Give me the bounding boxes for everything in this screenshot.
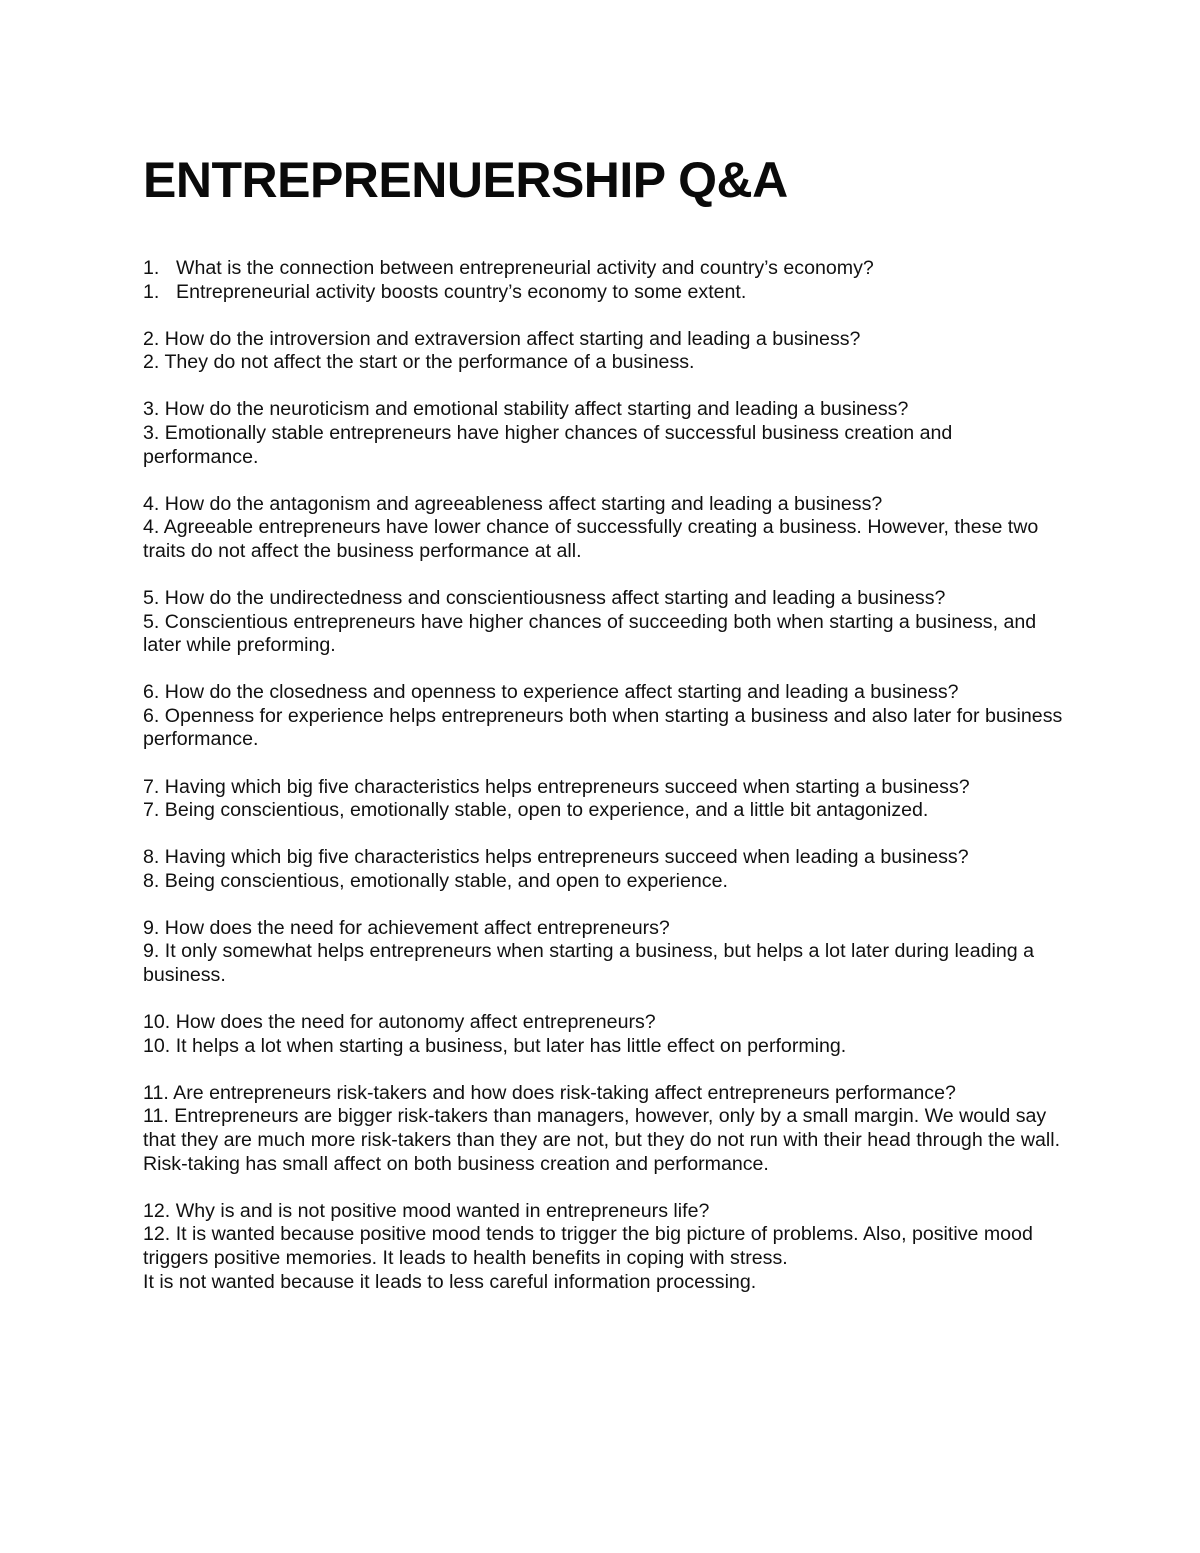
question-line bbox=[143, 1082, 1063, 1106]
question-text: Having which big five characteristics helps entrepreneurs succeed when starting a business? bbox=[164, 775, 970, 798]
answer-number: 12. bbox=[143, 1223, 171, 1246]
question-text: How do the closedness and openness to experience affect starting and leading a business? bbox=[164, 681, 959, 704]
answer-number: 11. bbox=[143, 1105, 169, 1128]
question-line bbox=[143, 493, 1063, 517]
question-number: 11. bbox=[143, 1081, 169, 1104]
question-number: 8. bbox=[143, 846, 160, 869]
qa-item bbox=[143, 398, 1063, 469]
answer-line bbox=[143, 1223, 1063, 1270]
question-line bbox=[143, 328, 1063, 352]
qa-item bbox=[143, 1082, 1063, 1176]
answer-text: Being conscientious, emotionally stable, and open to experience. bbox=[164, 869, 728, 892]
question-line bbox=[143, 1011, 1063, 1035]
qa-item bbox=[143, 1011, 1063, 1058]
question-number: 4. bbox=[143, 492, 160, 515]
qa-list bbox=[143, 257, 1063, 1294]
answer-text: Conscientious entrepreneurs have higher chances of succeeding both when starting a business, and later while preforming. bbox=[143, 610, 1037, 657]
question-number: 3. bbox=[143, 398, 160, 421]
qa-item bbox=[143, 1200, 1063, 1294]
answer-text: Entrepreneurs are bigger risk-takers than managers, however, only by a small margin. We would say that they are much more risk-takers than they are not, but they do not run with their head through the wall. Risk-taking has small affect on both business creation and performance. bbox=[143, 1105, 1061, 1175]
answer-text: Openness for experience helps entrepreneurs both when starting a business and also later for business performance. bbox=[143, 704, 1063, 751]
qa-item bbox=[143, 681, 1063, 752]
answer-number: 5. bbox=[143, 610, 160, 633]
question-text: Are entrepreneurs risk-takers and how does risk-taking affect entrepreneurs performance? bbox=[173, 1081, 956, 1104]
qa-item bbox=[143, 328, 1063, 375]
question-text: How do the undirectedness and conscientiousness affect starting and leading a business? bbox=[164, 586, 946, 609]
answer-line bbox=[143, 516, 1063, 563]
answer-line bbox=[143, 1035, 1063, 1059]
question-text: How does the need for achievement affect entrepreneurs? bbox=[164, 916, 670, 939]
answer-number: 10. bbox=[143, 1034, 171, 1057]
question-number: 1. bbox=[143, 257, 160, 279]
question-line bbox=[143, 846, 1063, 870]
question-number: 5. bbox=[143, 586, 160, 609]
answer-number: 4. bbox=[143, 516, 160, 539]
answer-text: They do not affect the start or the performance of a business. bbox=[164, 351, 695, 374]
answer-line bbox=[143, 799, 1063, 823]
question-line bbox=[143, 776, 1063, 800]
answer-line bbox=[143, 422, 1063, 469]
question-text: How do the antagonism and agreeableness affect starting and leading a business? bbox=[164, 492, 883, 515]
question-number: 12. bbox=[143, 1199, 171, 1222]
answer-line bbox=[143, 351, 1063, 375]
answer-line bbox=[143, 611, 1063, 658]
qa-item bbox=[143, 587, 1063, 658]
answer-text: It only somewhat helps entrepreneurs when starting a business, but helps a lot later during leading a business. bbox=[143, 940, 1034, 987]
question-text: How do the neuroticism and emotional stability affect starting and leading a business? bbox=[164, 398, 909, 421]
question-text: How do the introversion and extraversion affect starting and leading a business? bbox=[164, 327, 861, 350]
answer-number: 3. bbox=[143, 421, 160, 444]
question-text: Why is and is not positive mood wanted in entrepreneurs life? bbox=[175, 1199, 710, 1222]
question-line bbox=[143, 587, 1063, 611]
qa-item bbox=[143, 846, 1063, 893]
answer-number: 7. bbox=[143, 799, 160, 822]
answer-line bbox=[143, 870, 1063, 894]
question-line bbox=[143, 1200, 1063, 1224]
answer-text: Agreeable entrepreneurs have lower chance of successfully creating a business. However, these two traits do not affect the business performance at all. bbox=[143, 516, 1039, 562]
question-number: 10. bbox=[143, 1011, 171, 1034]
question-number: 7. bbox=[143, 775, 160, 798]
answer-line bbox=[143, 940, 1063, 987]
answer-line bbox=[143, 1105, 1063, 1176]
answer-text: Being conscientious, emotionally stable, open to experience, and a little bit antagonized. bbox=[164, 799, 929, 822]
question-line bbox=[143, 917, 1063, 941]
answer-continuation-line: It is not wanted because it leads to less careful information processing. bbox=[143, 1270, 757, 1293]
question-text: How does the need for autonomy affect entrepreneurs? bbox=[175, 1011, 656, 1034]
answer-number: 8. bbox=[143, 869, 160, 892]
answer-number: 1. bbox=[143, 280, 160, 303]
answer-text: It is wanted because positive mood tends to trigger the big picture of problems. Also, positive mood triggers positive memories. It leads to health benefits in coping with stress. bbox=[143, 1223, 1033, 1269]
answer-text: Entrepreneurial activity boosts country’s economy to some extent. bbox=[176, 280, 747, 303]
answer-number: 9. bbox=[143, 940, 160, 963]
qa-item bbox=[143, 776, 1063, 823]
answer-text: It helps a lot when starting a business, but later has little effect on performing. bbox=[175, 1034, 847, 1057]
document-page bbox=[143, 150, 1063, 1318]
answer-number: 2. bbox=[143, 351, 160, 374]
question-number: 2. bbox=[143, 327, 160, 350]
qa-item bbox=[143, 493, 1063, 564]
question-number: 6. bbox=[143, 681, 160, 704]
qa-item bbox=[143, 257, 1063, 304]
question-line bbox=[143, 398, 1063, 422]
question-line bbox=[143, 257, 1063, 281]
question-text: Having which big five characteristics helps entrepreneurs succeed when leading a business? bbox=[164, 846, 969, 869]
answer-text: Emotionally stable entrepreneurs have higher chances of successful business creation and performance. bbox=[143, 421, 953, 468]
answer-line bbox=[143, 705, 1063, 752]
qa-item bbox=[143, 917, 1063, 988]
document-title: ENTREPRENUERSHIP Q&A bbox=[143, 152, 788, 208]
question-line bbox=[143, 681, 1063, 705]
answer-number: 6. bbox=[143, 704, 160, 727]
question-number: 9. bbox=[143, 916, 160, 939]
answer-line bbox=[143, 281, 1063, 305]
question-text: What is the connection between entrepreneurial activity and country’s economy? bbox=[176, 257, 874, 279]
